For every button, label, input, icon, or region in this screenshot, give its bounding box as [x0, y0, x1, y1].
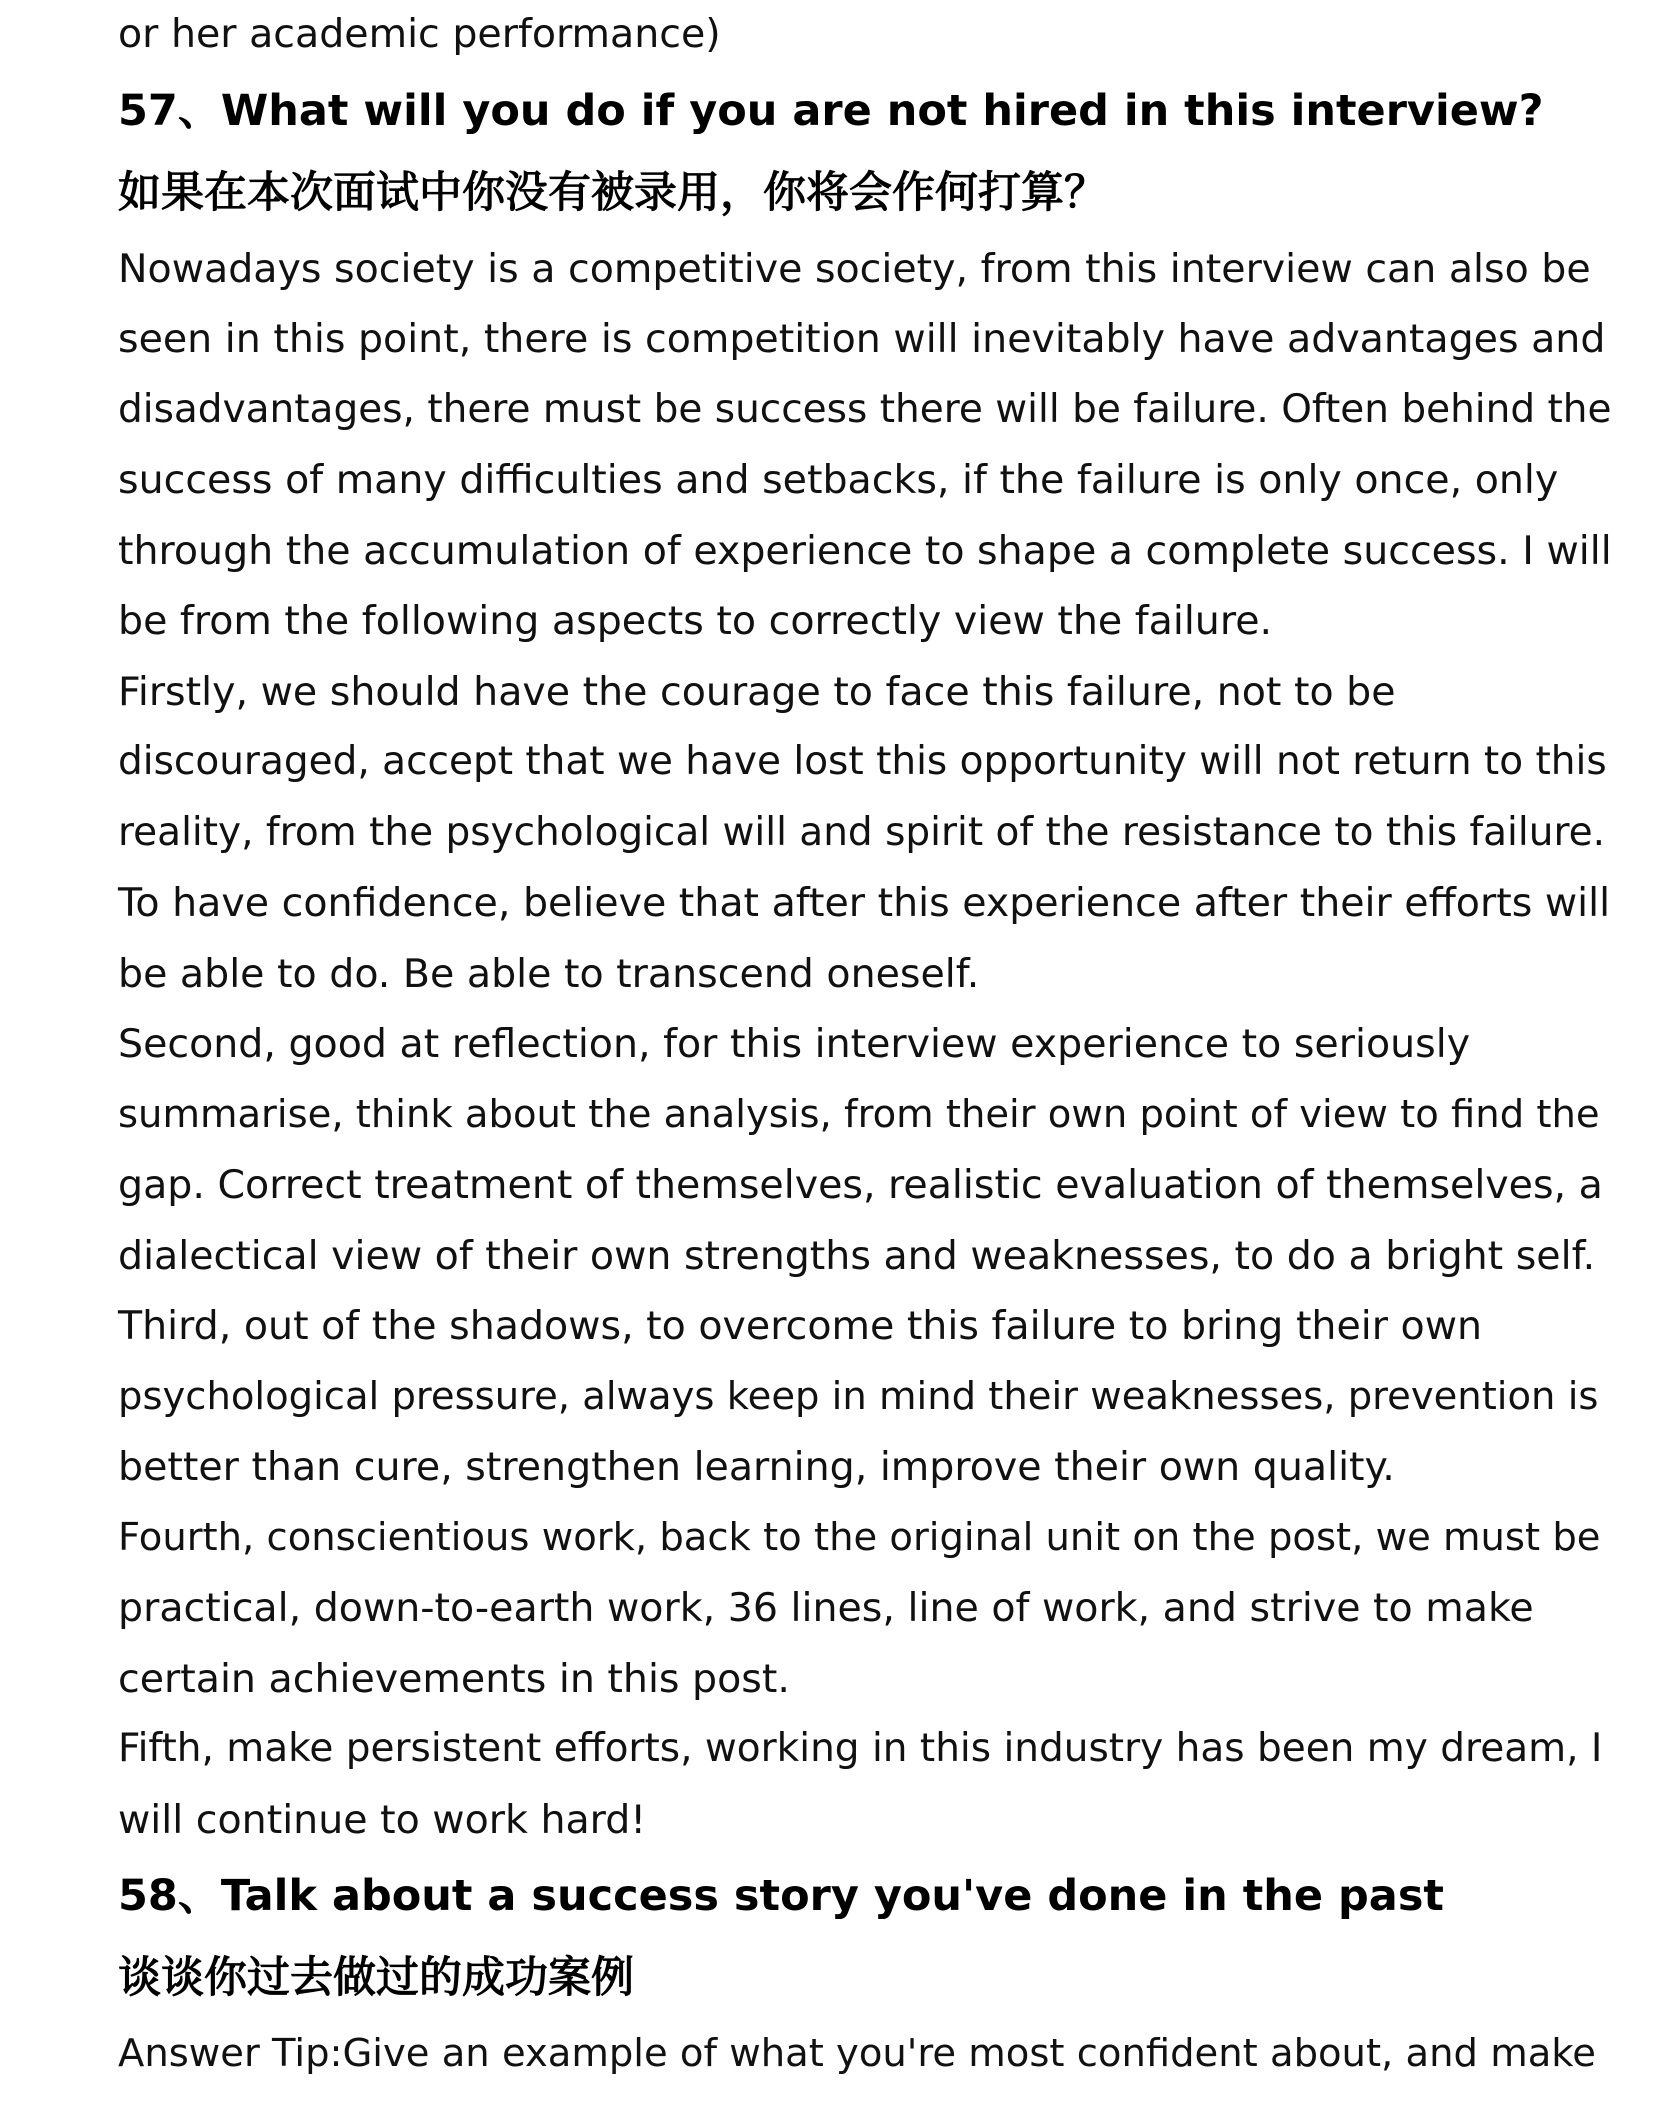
- question-58-title-cn: 谈谈你过去做过的成功案例: [118, 1953, 634, 2003]
- answer-line: certain achievements in this post.: [118, 1655, 790, 1702]
- question-57-title-en: 57、What will you do if you are not hired in this interview?: [118, 85, 1544, 136]
- answer-tip-line: Answer Tip:Give an example of what you're most confident about, and make: [118, 2031, 1596, 2076]
- intro-tail-text: or her academic performance): [118, 11, 721, 57]
- answer-line: Third, out of the shadows, to overcome this failure to bring their own: [118, 1303, 1483, 1349]
- answer-line: be from the following aspects to correctly view the failure.: [118, 598, 1273, 644]
- answer-line: Fifth, make persistent efforts, working in this industry has been my dream, I: [118, 1726, 1603, 1771]
- answer-line: better than cure, strengthen learning, improve their own quality.: [118, 1444, 1395, 1490]
- answer-line: psychological pressure, always keep in mind their weaknesses, prevention is: [118, 1373, 1599, 1419]
- answer-line: practical, down-to-earth work, 36 lines, line of work, and strive to make: [118, 1585, 1534, 1631]
- answer-line: Nowadays society is a competitive society, from this interview can also be: [118, 245, 1591, 292]
- answer-line: success of many difficulties and setbacks, if the failure is only once, only: [118, 457, 1559, 503]
- answer-line: seen in this point, there is competition will inevitably have advantages and: [118, 316, 1606, 362]
- answer-line: Firstly, we should have the courage to face this failure, not to be: [118, 668, 1396, 715]
- question-57-title-cn: 如果在本次面试中你没有被录用，你将会作何打算？: [118, 167, 1107, 218]
- answer-line: To have confidence, believe that after this experience after their efforts will: [118, 880, 1611, 926]
- answer-line: Second, good at reflection, for this interview experience to seriously: [118, 1021, 1471, 1067]
- answer-line: summarise, think about the analysis, from their own point of view to find the: [118, 1091, 1600, 1137]
- question-57-answer: [118, 234, 1612, 1856]
- answer-line: disadvantages, there must be success there will be failure. Often behind the: [118, 386, 1612, 432]
- answer-line: gap. Correct treatment of themselves, realistic evaluation of themselves, a: [118, 1162, 1603, 1208]
- answer-line: Fourth, conscientious work, back to the original unit on the post, we must be: [118, 1514, 1601, 1560]
- answer-line: be able to do. Be able to transcend oneself.: [118, 950, 980, 997]
- question-58-title-en: 58、Talk about a success story you've done in the past: [118, 1871, 1444, 1921]
- question-58-answer: [118, 2019, 1596, 2090]
- answer-line: dialectical view of their own strengths and weaknesses, to do a bright self.: [118, 1232, 1596, 1279]
- answer-line: through the accumulation of experience to shape a complete success. I will: [118, 527, 1612, 574]
- document-page: [118, 0, 1612, 2090]
- answer-line: discouraged, accept that we have lost this opportunity will not return to this: [118, 739, 1607, 784]
- answer-line: reality, from the psychological will and spirit of the resistance to this failure.: [118, 809, 1606, 855]
- answer-line: will continue to work hard!: [118, 1796, 647, 1843]
